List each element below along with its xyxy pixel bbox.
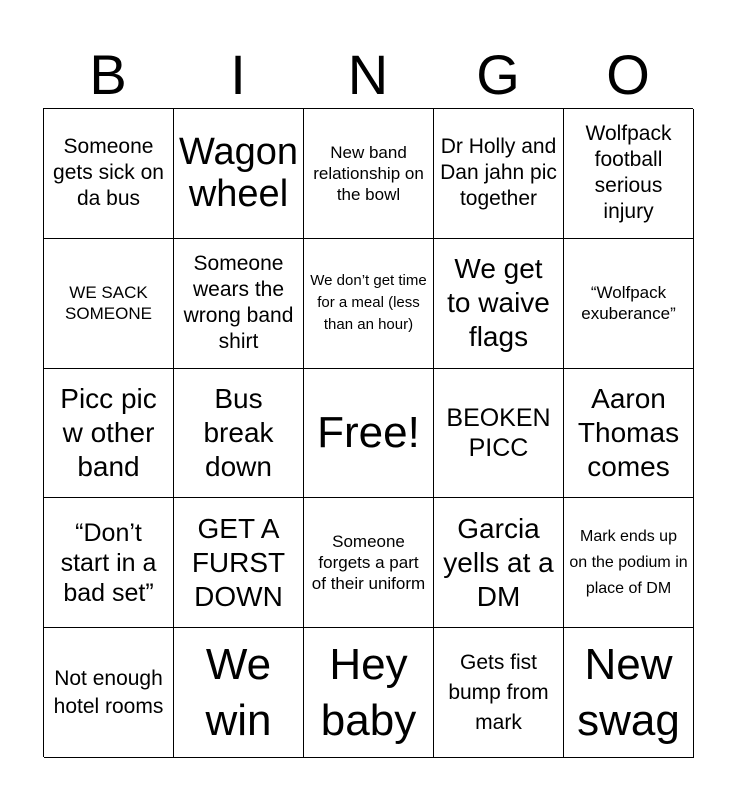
cell-text: We win [205,639,272,745]
cell-text: “Don’t start in a bad set” [60,518,157,607]
bingo-cell[interactable] [304,498,434,628]
cell-text: “Wolfpack exuberance” [581,283,676,324]
cell-text: Picc pic w other band [60,382,157,482]
cell-text: Wagon wheel [179,131,298,216]
header-letter-b: B [89,43,127,106]
bingo-cell[interactable] [564,109,694,239]
bingo-cell[interactable] [564,498,694,628]
cell-text: Garcia yells at a DM [443,512,554,612]
cell-text: WE SACK SOMEONE [65,283,152,324]
cell-text: Someone gets sick on da bus [53,135,164,211]
bingo-cell[interactable] [174,109,304,239]
bingo-cell[interactable] [174,239,304,369]
bingo-board [43,108,693,757]
cell-text: Someone wears the wrong band shirt [183,252,294,354]
bingo-header [43,42,693,108]
cell-text: Someone forgets a part of their uniform [311,532,426,594]
cell-text: Wolfpack football serious injury [585,122,672,224]
header-letter-i: I [230,43,246,106]
bingo-cell[interactable] [434,369,564,499]
header-letter-o: O [606,43,650,106]
cell-text: BEOKEN PICC [446,403,551,462]
bingo-cell[interactable] [564,628,694,758]
bingo-cell[interactable] [44,109,174,239]
bingo-cell[interactable] [304,109,434,239]
bingo-cell[interactable] [434,628,564,758]
header-letter-g: G [476,43,520,106]
cell-text: Mark ends up on the podium in place of DM [569,527,688,597]
bingo-cell[interactable] [304,239,434,369]
cell-text: New swag [577,639,680,745]
cell-text: GET A FURST DOWN [191,512,286,612]
cell-text: We don’t get time for a meal (less than an hour) [310,272,427,334]
bingo-cell[interactable] [304,628,434,758]
bingo-cell[interactable] [174,628,304,758]
free-space-cell[interactable] [304,369,434,499]
bingo-cell[interactable] [434,109,564,239]
cell-text: Not enough hotel rooms [53,666,164,718]
cell-text: Gets fist bump from mark [448,650,549,734]
bingo-cell[interactable] [174,498,304,628]
bingo-cell[interactable] [44,369,174,499]
header-letter-n: N [347,43,389,106]
bingo-cell[interactable] [564,369,694,499]
bingo-cell[interactable] [174,369,304,499]
cell-text: Dr Holly and Dan jahn pic together [440,135,557,211]
cell-text: Bus break down [203,382,274,482]
bingo-cell[interactable] [44,239,174,369]
bingo-cell[interactable] [564,239,694,369]
cell-text: Aaron Thomas comes [577,382,680,482]
free-space-text: Free! [317,407,420,457]
cell-text: We get to waive flags [447,253,550,353]
bingo-cell[interactable] [434,239,564,369]
cell-text: New band relationship on the bowl [313,142,424,204]
cell-text: Hey baby [320,639,417,745]
bingo-cell[interactable] [434,498,564,628]
bingo-cell[interactable] [44,628,174,758]
bingo-cell[interactable] [44,498,174,628]
